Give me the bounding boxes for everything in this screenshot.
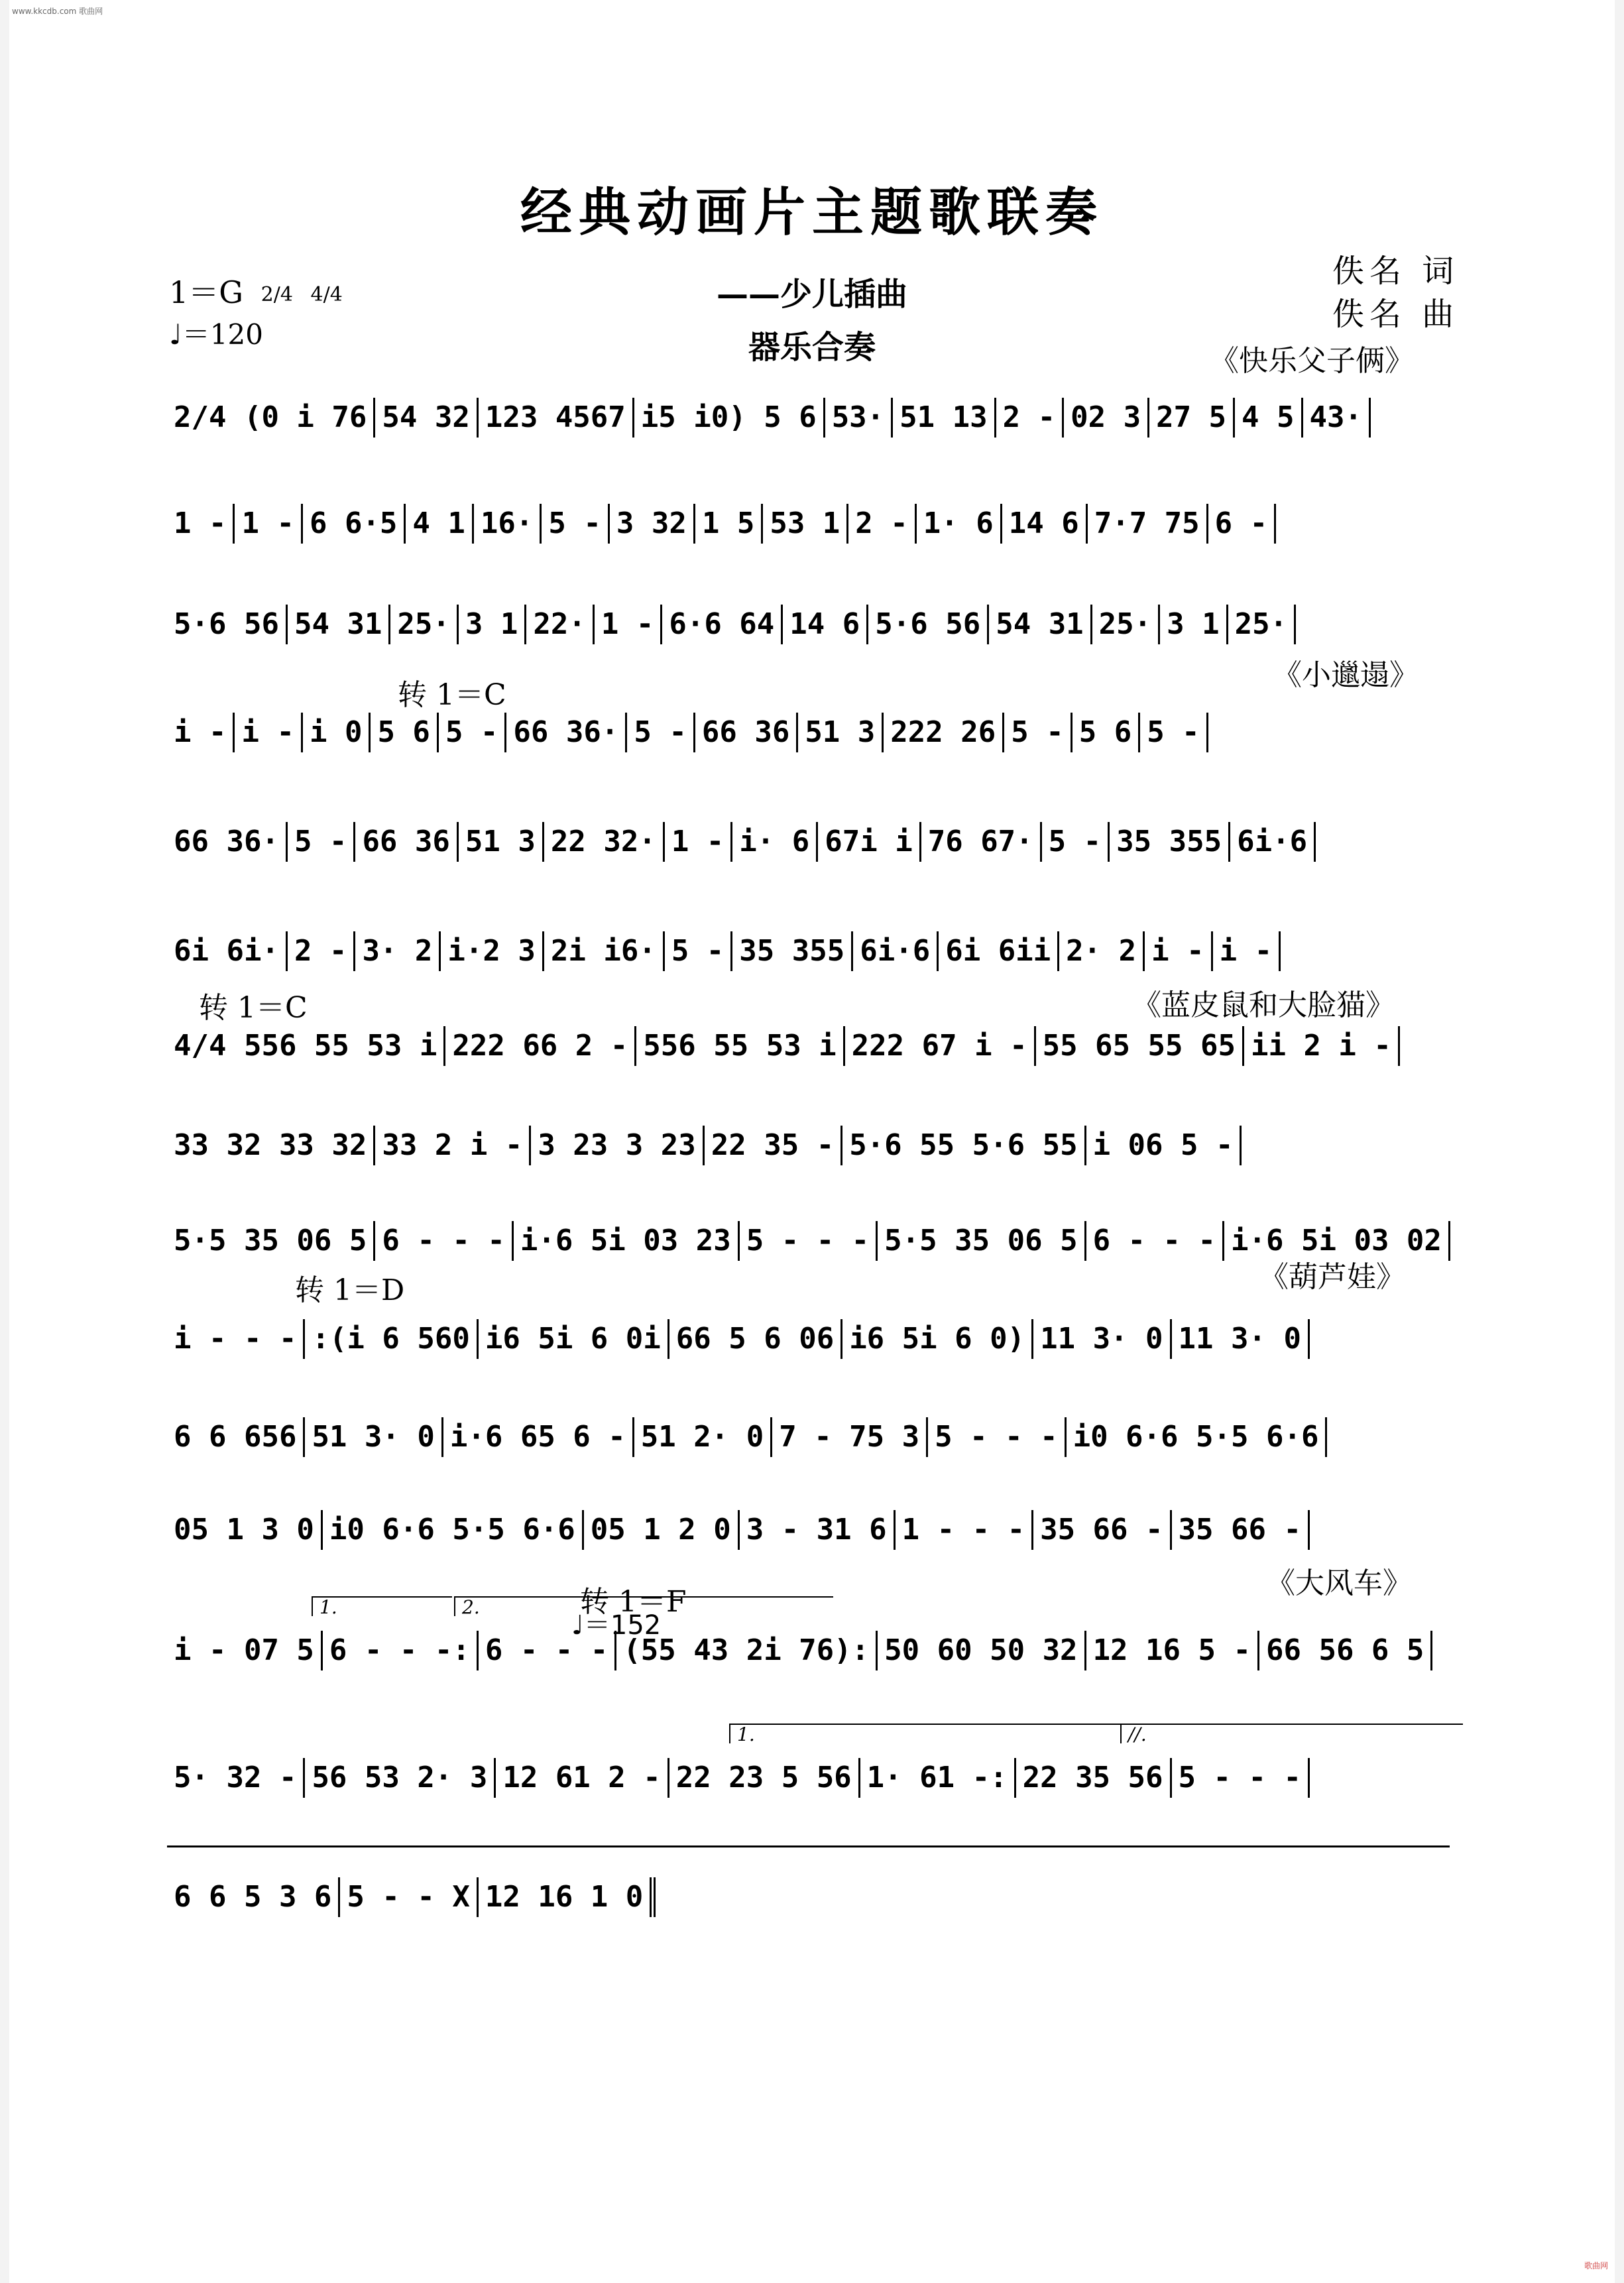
song-label: 《葫芦娃》 <box>1259 1260 1405 1294</box>
footer-note: 歌曲网 <box>1584 2261 1608 2270</box>
measure: i· 6 <box>732 822 818 862</box>
measure: 22 23 5 56 <box>669 1758 860 1798</box>
measure: 35 355 <box>1110 822 1230 862</box>
modulation-marking: 转 1＝C <box>398 678 506 712</box>
measure: 16· <box>474 504 542 544</box>
measure: 12 61 2 - <box>496 1758 669 1798</box>
measure: 6i 6i· <box>167 931 288 971</box>
measure: 5 - <box>542 504 609 544</box>
measure: 222 67 i - <box>845 1026 1036 1066</box>
measure: i - <box>1145 931 1212 971</box>
measure: 55 65 55 65 <box>1036 1026 1244 1066</box>
measure: 35 66 - <box>1033 1510 1171 1550</box>
measure: 5·5 35 06 5 <box>167 1221 375 1261</box>
measure: i5 i0) 5 6 <box>634 398 825 438</box>
score-row <box>167 1631 1460 1670</box>
measure: 66 36· <box>506 713 627 752</box>
measure: i - <box>235 713 302 752</box>
measure: 1 - <box>167 504 235 544</box>
measure: 54 32 <box>375 398 478 438</box>
measure: 6i 6ii <box>939 931 1059 971</box>
measure: 6 6 5 3 6 <box>167 1877 340 1917</box>
measure: 5 - - - <box>1172 1758 1310 1798</box>
score-row <box>167 713 1460 752</box>
measure: i·6 5i 03 23 <box>514 1221 740 1261</box>
measure: 11 3· 0 <box>1033 1319 1171 1359</box>
measure: 54 31 <box>288 605 390 644</box>
measure: 51 3· 0 <box>305 1417 443 1457</box>
score-row <box>167 931 1460 971</box>
measure: i·6 65 6 - <box>443 1417 634 1457</box>
measure: 1 - <box>235 504 302 544</box>
measure: 53 1 <box>763 504 848 544</box>
measure: 5 - - - <box>928 1417 1066 1457</box>
measure: 5·6 55 5·6 55 <box>842 1126 1086 1165</box>
measure: 2 - <box>996 398 1064 438</box>
measure: 4/4 556 55 53 i <box>167 1026 445 1066</box>
measure: 2/4 (0 i 76 <box>167 398 375 438</box>
measure: 3 1 <box>459 605 526 644</box>
measure: 66 56 6 5 <box>1259 1631 1432 1670</box>
measure: i·2 3 <box>441 931 544 971</box>
instrumentation: 器乐合奏 <box>748 329 876 366</box>
measure: 12 16 5 - <box>1086 1631 1259 1670</box>
measure: 5 - <box>439 713 506 752</box>
staff-separator <box>167 1845 1450 1847</box>
score-row <box>167 1510 1460 1550</box>
measure: 123 4567 <box>479 398 634 438</box>
measure: 22 35 - <box>705 1126 842 1165</box>
measure: 25· <box>1228 605 1296 644</box>
measure: 35 66 - <box>1172 1510 1310 1550</box>
score-row <box>167 1221 1460 1261</box>
time-signature-a: 2/4 <box>261 283 293 306</box>
song-label: 《快乐父子俩》 <box>1210 344 1414 378</box>
measure: 5 - <box>627 713 695 752</box>
volta-bracket: 1. <box>729 1724 1122 1743</box>
measure: 222 26 <box>884 713 1004 752</box>
measure: 22 32· <box>544 822 665 862</box>
measure: 67i i <box>818 822 921 862</box>
measure: 6 6 656 <box>167 1417 305 1457</box>
measure: 11 3· 0 <box>1172 1319 1310 1359</box>
measure: 6 - - -: <box>323 1631 479 1670</box>
song-label: 《蓝皮鼠和大脸猫》 <box>1132 988 1395 1022</box>
measure: 25· <box>1092 605 1160 644</box>
score-row <box>167 1877 1460 1917</box>
measure: 14 6 <box>783 605 868 644</box>
measure: 51 13 <box>893 398 996 438</box>
measure: i0 6·6 5·5 6·6 <box>1067 1417 1328 1457</box>
measure: i - <box>1213 931 1281 971</box>
measure: 50 60 50 32 <box>878 1631 1086 1670</box>
volta-bracket: 2. <box>454 1596 833 1616</box>
lyricist-credit: 佚名 词 <box>1332 253 1460 290</box>
measure: 556 55 53 i <box>636 1026 844 1066</box>
measure: 5 - - X <box>340 1877 478 1917</box>
measure: 43· <box>1303 398 1371 438</box>
measure: 2 - <box>848 504 916 544</box>
measure: 5 6 <box>1073 713 1140 752</box>
score-row <box>167 1026 1460 1066</box>
modulation-marking: 转 1＝F <box>580 1585 687 1619</box>
measure: i6 5i 6 0) <box>842 1319 1033 1359</box>
measure: 222 66 2 - <box>445 1026 636 1066</box>
measure: 3 32 <box>610 504 695 544</box>
measure: 5 6 <box>371 713 438 752</box>
measure: (55 43 2i 76): <box>616 1631 878 1670</box>
measure: i - <box>167 713 235 752</box>
score-subtitle: ——少儿插曲 <box>716 276 907 313</box>
measure: 5 - <box>665 931 732 971</box>
measure: 6 - - - <box>479 1631 616 1670</box>
volta-bracket: //. <box>1120 1724 1463 1743</box>
measure: 1 - - - <box>896 1510 1033 1550</box>
song-label: 《大风车》 <box>1266 1566 1412 1600</box>
measure: i 06 5 - <box>1086 1126 1242 1165</box>
measure: 5 - <box>288 822 355 862</box>
measure: 1· 61 -: <box>860 1758 1016 1798</box>
score-row <box>167 605 1460 644</box>
measure: 14 6 <box>1002 504 1088 544</box>
measure: 12 16 1 0 <box>479 1877 656 1917</box>
measure: 54 31 <box>989 605 1092 644</box>
measure: 6i·6 <box>853 931 939 971</box>
measure: 5 - <box>1004 713 1072 752</box>
measure: 1 - <box>665 822 732 862</box>
score-row <box>167 1319 1460 1359</box>
measure: 5 - - - <box>740 1221 878 1261</box>
measure: 6 6·5 <box>303 504 406 544</box>
measure: 7 - 75 3 <box>772 1417 928 1457</box>
measure: 05 1 2 0 <box>584 1510 740 1550</box>
measure: 2· 2 <box>1059 931 1145 971</box>
measure: 05 1 3 0 <box>167 1510 323 1550</box>
tempo-change: ♩＝152 <box>571 1610 662 1641</box>
measure: 5· 32 - <box>167 1758 305 1798</box>
measure: 3· 2 <box>355 931 441 971</box>
score-row <box>167 504 1460 544</box>
measure: 6 - - - <box>1086 1221 1224 1261</box>
measure: i0 6·6 5·5 6·6 <box>323 1510 584 1550</box>
measure: 33 32 33 32 <box>167 1126 375 1165</box>
score-row <box>167 1417 1460 1457</box>
measure: 5 - <box>1042 822 1110 862</box>
measure: 02 3 <box>1064 398 1149 438</box>
measure: ii 2 i - <box>1244 1026 1400 1066</box>
time-signature-b: 4/4 <box>310 283 343 306</box>
measure: 5 - <box>1140 713 1208 752</box>
measure: 1 - <box>595 605 662 644</box>
measure: 66 36 <box>695 713 798 752</box>
measure: 6i·6 <box>1230 822 1316 862</box>
measure: 51 2· 0 <box>634 1417 772 1457</box>
measure: 22 35 56 <box>1016 1758 1172 1798</box>
measure: 2i i6· <box>544 931 665 971</box>
measure: 66 36· <box>167 822 288 862</box>
song-label: 《小邋遢》 <box>1273 658 1419 692</box>
measure: 1· 6 <box>917 504 1002 544</box>
measure: 6 - <box>1208 504 1276 544</box>
measure: 66 5 6 06 <box>669 1319 842 1359</box>
measure: i·6 5i 03 02 <box>1224 1221 1450 1261</box>
measure: 5·5 35 06 5 <box>878 1221 1086 1261</box>
measure: 4 5 <box>1235 398 1303 438</box>
measure: 25· <box>390 605 458 644</box>
score-row <box>167 1126 1460 1165</box>
key-text: 1＝G <box>169 274 244 310</box>
measure: 51 3 <box>459 822 544 862</box>
measure: 53· <box>825 398 893 438</box>
measure: 56 53 2· 3 <box>305 1758 496 1798</box>
measure: 4 1 <box>406 504 473 544</box>
measure: 27 5 <box>1149 398 1235 438</box>
score-row <box>167 1758 1460 1798</box>
measure: 51 3 <box>798 713 884 752</box>
measure: i6 5i 6 0i <box>479 1319 669 1359</box>
measure: 7·7 75 <box>1088 504 1208 544</box>
score-title: 经典动画片主题歌联奏 <box>520 182 1104 243</box>
score-row <box>167 822 1460 862</box>
measure: 76 67· <box>921 822 1042 862</box>
measure: 5·6 56 <box>167 605 288 644</box>
measure: 6 - - - <box>375 1221 513 1261</box>
measure: 3 23 3 23 <box>531 1126 704 1165</box>
measure: 3 - 31 6 <box>740 1510 896 1550</box>
measure: 33 2 i - <box>375 1126 531 1165</box>
measure: 2 - <box>288 931 355 971</box>
measure: i - - - <box>167 1319 305 1359</box>
modulation-marking: 转 1＝D <box>295 1273 405 1307</box>
volta-bracket: 1. <box>312 1596 452 1616</box>
measure: 22· <box>526 605 594 644</box>
measure: 1 5 <box>695 504 763 544</box>
site-note: www.kkcdb.com 歌曲网 <box>12 7 103 16</box>
measure: 6·6 64 <box>662 605 783 644</box>
modulation-marking: 转 1＝C <box>199 991 308 1025</box>
measure: 3 1 <box>1160 605 1228 644</box>
measure: 35 355 <box>732 931 853 971</box>
score-row <box>167 398 1460 438</box>
measure: 66 36 <box>355 822 458 862</box>
composer-credit: 佚名 曲 <box>1332 296 1460 333</box>
measure: 5·6 56 <box>868 605 989 644</box>
tempo-marking: ♩＝120 <box>169 318 263 351</box>
measure: i - 07 5 <box>167 1631 323 1670</box>
measure: :(i 6 560 <box>305 1319 478 1359</box>
measure: i 0 <box>303 713 371 752</box>
